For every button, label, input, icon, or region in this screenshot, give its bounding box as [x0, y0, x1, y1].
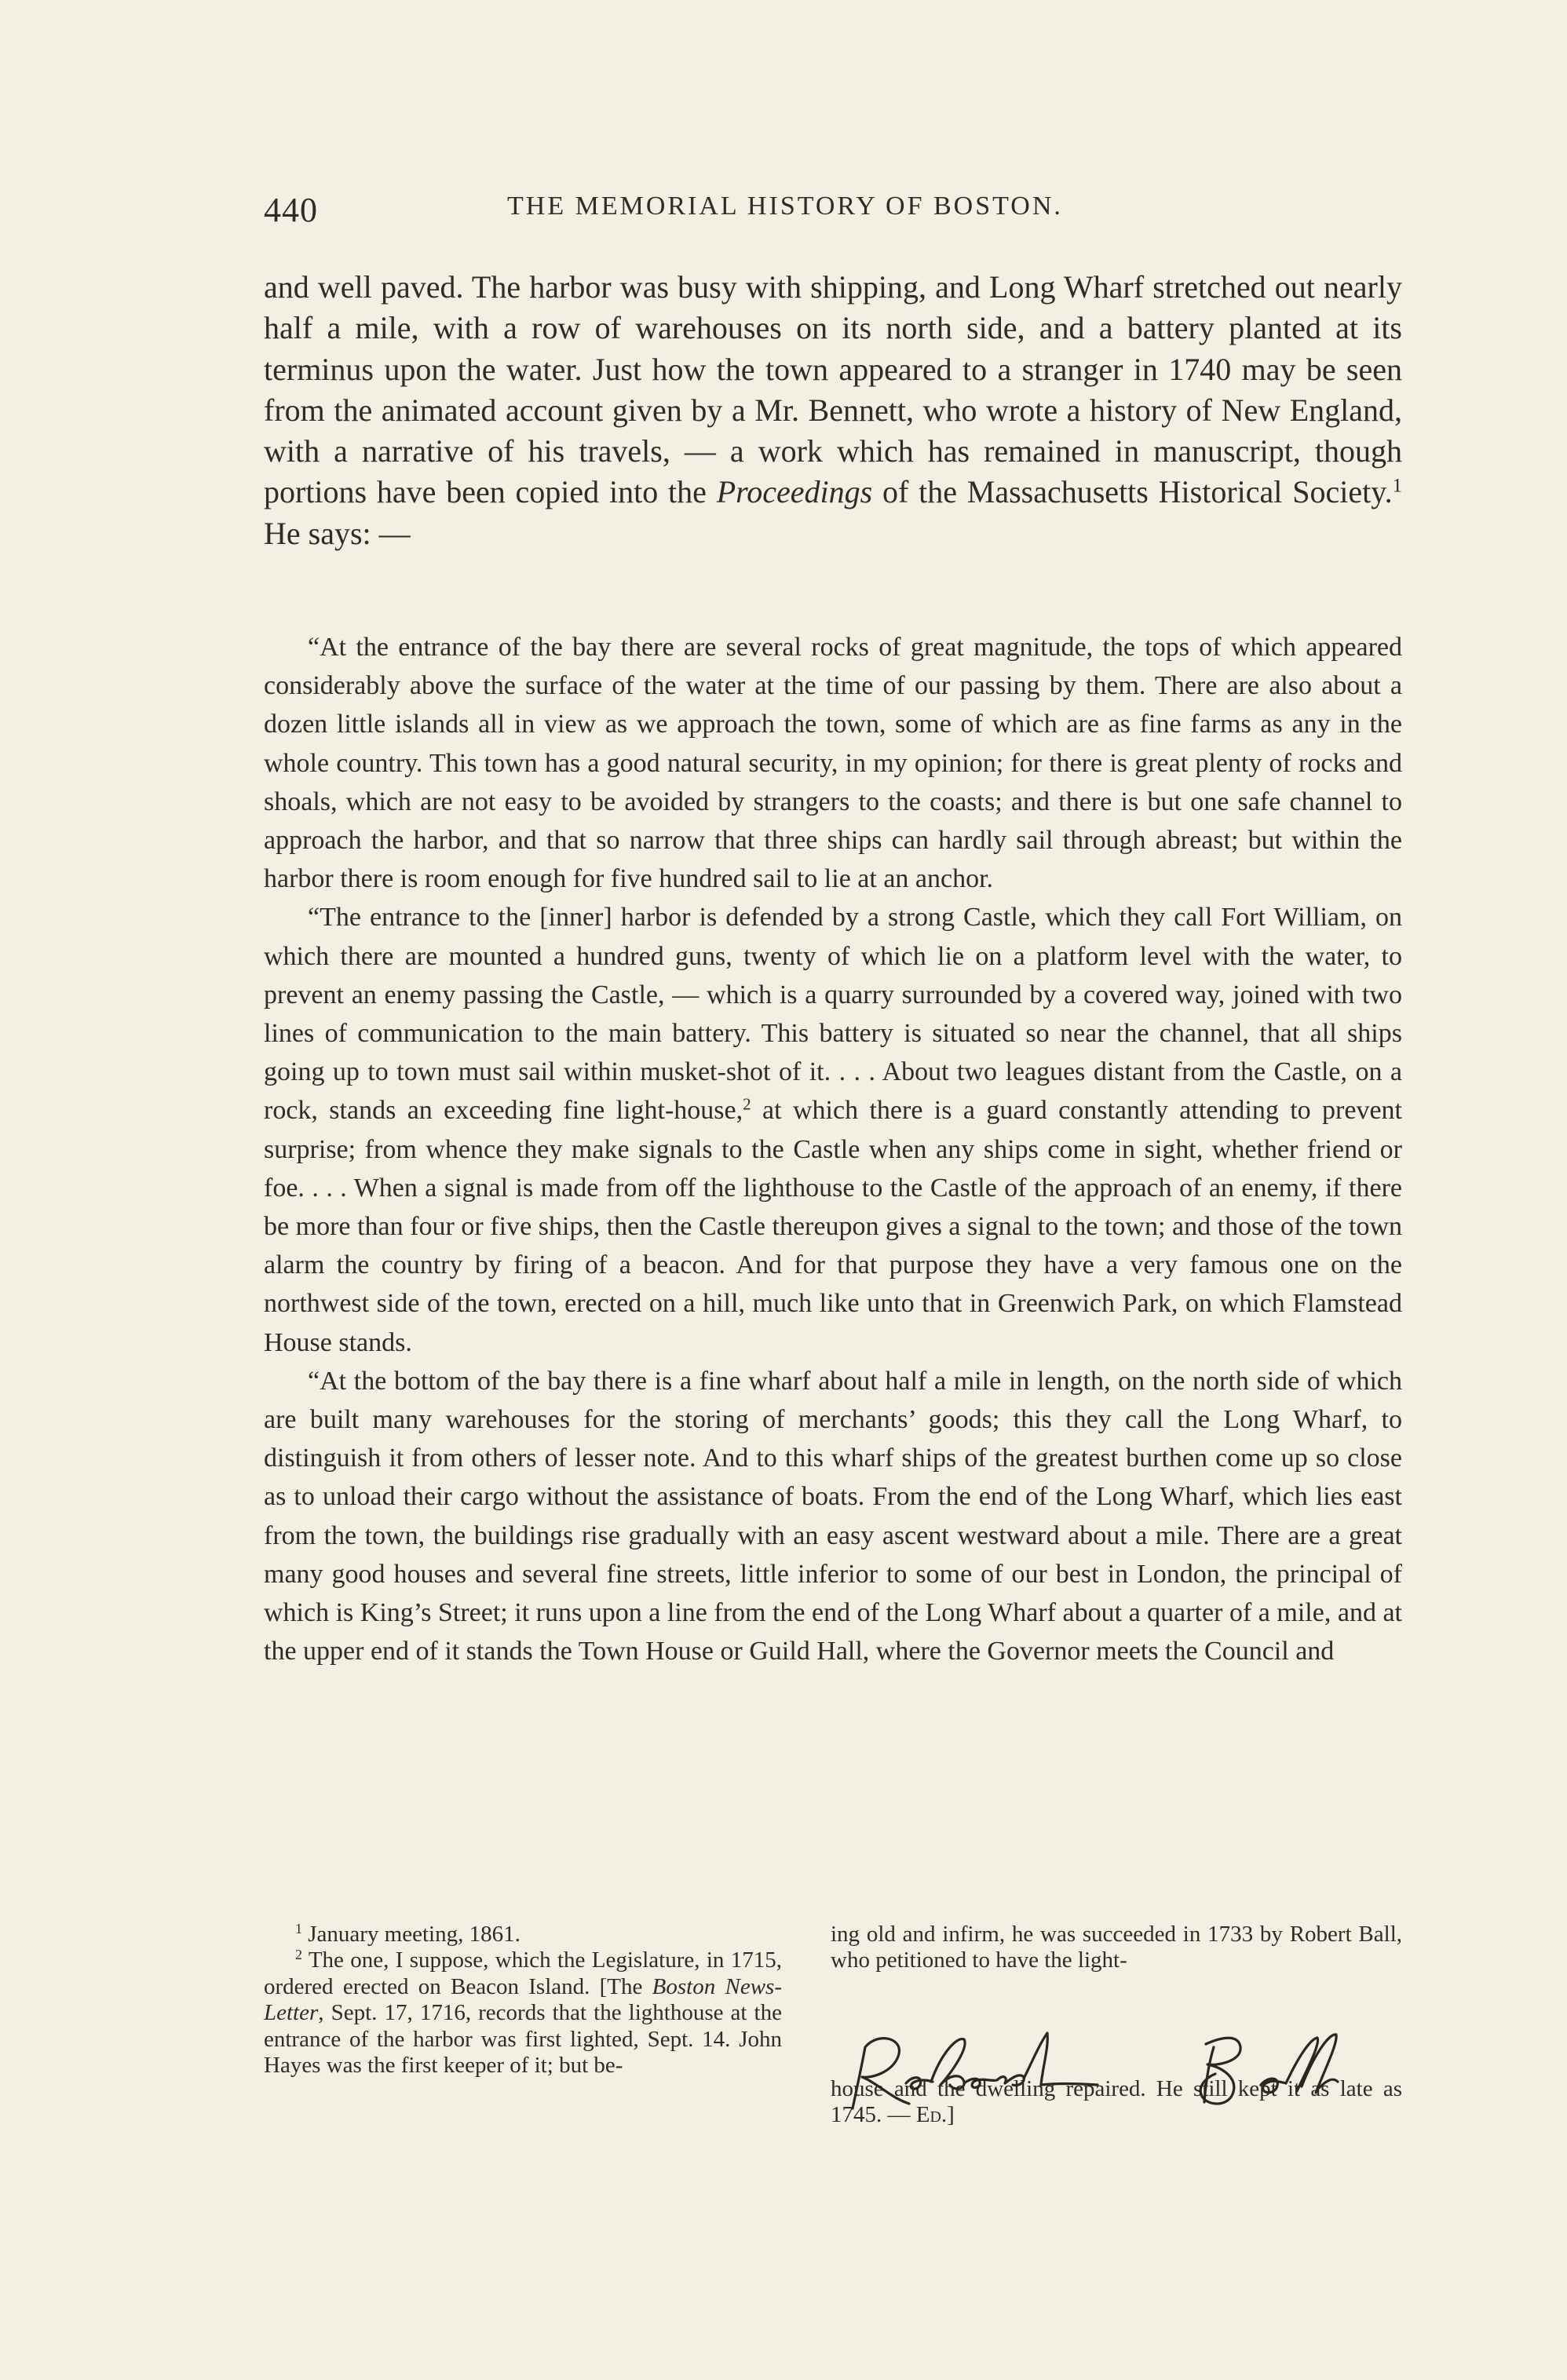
footnote-2-text-b: , Sept. 17, 1716, records that the lighthouse at the entrance of the harbor was first lighted, Sept. 14. John Hayes was the first keeper of it; but be- — [264, 2000, 782, 2079]
footnote-1-mark: 1 — [295, 1921, 302, 1937]
running-head: THE MEMORIAL HISTORY OF BOSTON. — [507, 192, 1063, 221]
signature-image — [831, 2016, 1402, 2126]
page-number: 440 — [264, 191, 318, 229]
footnotes — [264, 1922, 1402, 2157]
editor-mark: Ed. — [915, 2102, 948, 2128]
para1-text: and well paved. The harbor was busy with shipping, and Long Wharf stretched out nearly half a mile, with a row of warehouses on its north side, and a battery planted at its terminus upon the water. Just how the town appeared to a stranger in 1740 may be seen from the animated account given by a Mr. Bennett, who wrote a history of New England, with a narrative of his travels, — a work which has remained in manuscript, though portions have been copied into the — [264, 269, 1402, 510]
quote-paragraph-2 — [264, 898, 1402, 1361]
news-letter-title: Boston News-Letter — [264, 1973, 782, 2026]
block-quote — [264, 628, 1402, 1670]
footnote-2-end-text: house and the dwelling repaired. He still kept it as late as 1745. — — [831, 2075, 1402, 2128]
footnote-2-close: ] — [947, 2102, 955, 2128]
footnote-2-continued: ing old and infirm, he was succeeded in 1733 by Robert Ball, who petitioned to have the light- — [831, 1922, 1402, 1973]
para1-text-c: He says: — — [264, 515, 411, 551]
footnotes-left-column — [264, 1922, 782, 2079]
proceedings-title: Proceedings — [716, 474, 873, 510]
robert-ball-signature — [831, 2016, 1402, 2126]
footnote-1-text: January meeting, 1861. — [301, 1922, 521, 1947]
footnote-1 — [264, 1922, 782, 1947]
quote-paragraph-3: “At the bottom of the bay there is a fine wharf about half a mile in length, on the north side of which are built many warehouses for the storing of merchants’ goods; this they call the Long Wharf, to distinguish it from others of lesser note. And to this wharf ships of the greatest burthen come up so close as to unload their cargo without the assistance of boats. From the end of the Long Wharf, which lies east from the town, the buildings rise gradually with an easy ascent westward about a mile. There are a great many good houses and several fine streets, little inferior to some of our best in London, the principal of which is King’s Street; it runs upon a line from the end of the Long Wharf about a quarter of a mile, and at the upper end of it stands the Town House or Guild Hall, where the Governor meets the Council and — [264, 1366, 1402, 1666]
page-header — [264, 190, 1402, 237]
paragraph-1 — [264, 267, 1402, 554]
footnote-ref-2: 2 — [743, 1094, 751, 1114]
footnote-2-text: The one, I suppose, which the Legislature, in 1715, ordered erected on Beacon Island. [The — [264, 1947, 782, 1999]
footnote-ref-1: 1 — [1392, 475, 1402, 497]
footnote-2 — [264, 1947, 782, 2079]
body-paragraph — [264, 267, 1402, 554]
quote-paragraph-1: “At the entrance of the bay there are several rocks of great magnitude, the tops of which appeared considerably above the surface of the water at the time of our passing by them. There are also about a dozen little islands all in view as we approach the town, some of which are as fine farms as any in the whole country. This town has a good natural security, in my opinion; for there is great plenty of rocks and shoals, which are not easy to be avoided by strangers to the coasts; and there is but one safe channel to approach the harbor, and that so narrow that three ships can hardly sail through abreast; but within the harbor there is room enough for five hundred sail to lie at an anchor. — [264, 633, 1402, 894]
quote2-text-b: at which there is a guard constantly attending to prevent surprise; from whence they make signals to the Castle when any ships come in sight, whether friend or foe. . . . When a signal is made from off the lighthouse to the Castle of the approach of an enemy, if there be more than four or five ships, then the Castle thereupon gives a signal to the town; and those of the town alarm the country by firing of a beacon. And for that purpose they have a very famous one on the northwest side of the town, erected on a hill, much like unto that in Greenwich Park, on which Flamstead House stands. — [264, 1096, 1402, 1357]
footnote-2-mark: 2 — [295, 1947, 302, 1963]
quote2-text: “The entrance to the [inner] harbor is defended by a strong Castle, which they call Fort William, on which there are mounted a hundred guns, twenty of which lie on a platform level with the water, to prevent an enemy passing the Castle, — which is a quarry surrounded by a covered way, joined with two lines of communication to the main battery. This battery is situated so near the channel, that all ships going up to town must sail within musket-shot of it. . . . About two leagues distant from the Castle, on a rock, stands an exceeding fine light-house, — [264, 903, 1402, 1126]
para1-text-b: of the Massachusetts Historical Society. — [872, 474, 1393, 510]
